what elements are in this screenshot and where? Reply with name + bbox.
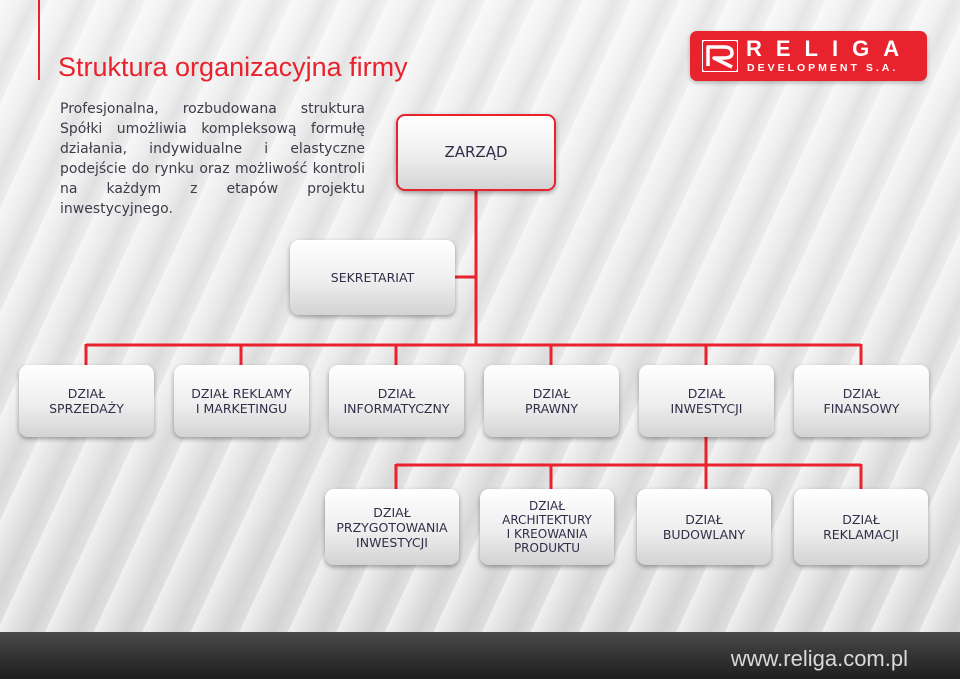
- page-title: Struktura organizacyjna firmy: [58, 52, 408, 82]
- logo-wordmark: RELIGA: [746, 36, 914, 61]
- org-node-department: [174, 365, 309, 437]
- org-node-label: DZIAŁ ARCHITEKTURY I KREOWANIA PRODUKTU: [502, 499, 592, 555]
- org-node-subdepartment: [794, 489, 928, 565]
- org-node-department: [19, 365, 154, 437]
- org-node-label: DZIAŁ BUDOWLANY: [662, 512, 746, 542]
- website-link[interactable]: www.religa.com.pl: [730, 646, 908, 671]
- intro-paragraph: Profesjonalna, rozbudowana struktura Spółki umożliwia kompleksową formułę działania, indywidualne i elastyczne podejście do rynku oraz możliwość kontroli na każdym z etapów projektu inwestycyjnego.: [60, 101, 365, 217]
- org-node-label: DZIAŁ SPRZEDAŻY: [49, 386, 124, 416]
- org-node-board: [396, 114, 556, 191]
- org-node-label: DZIAŁ REKLAMY I MARKETINGU: [191, 386, 292, 416]
- org-node-secretariat: [290, 240, 455, 315]
- org-node-label: DZIAŁ PRAWNY: [525, 386, 578, 416]
- org-node-department: [794, 365, 929, 437]
- org-node-label: DZIAŁ INWESTYCJI: [670, 386, 743, 416]
- org-node-label: DZIAŁ PRZYGOTOWANIA INWESTYCJI: [336, 504, 448, 550]
- org-node-subdepartment: [637, 489, 771, 565]
- org-node-board-label: ZARZĄD: [444, 143, 508, 161]
- org-node-label: DZIAŁ INFORMATYCZNY: [343, 386, 450, 416]
- org-node-department: [639, 365, 774, 437]
- org-node-department: [484, 365, 619, 437]
- logo-tagline: DEVELOPMENT S.A.: [747, 62, 899, 74]
- org-node-department: [329, 365, 464, 437]
- org-node-label: DZIAŁ REKLAMACJI: [823, 512, 899, 542]
- org-node-label: DZIAŁ FINANSOWY: [823, 386, 900, 416]
- org-node-subdepartment: [325, 489, 459, 565]
- org-node-secretariat-label: SEKRETARIAT: [330, 270, 415, 285]
- org-node-subdepartment: [480, 489, 614, 565]
